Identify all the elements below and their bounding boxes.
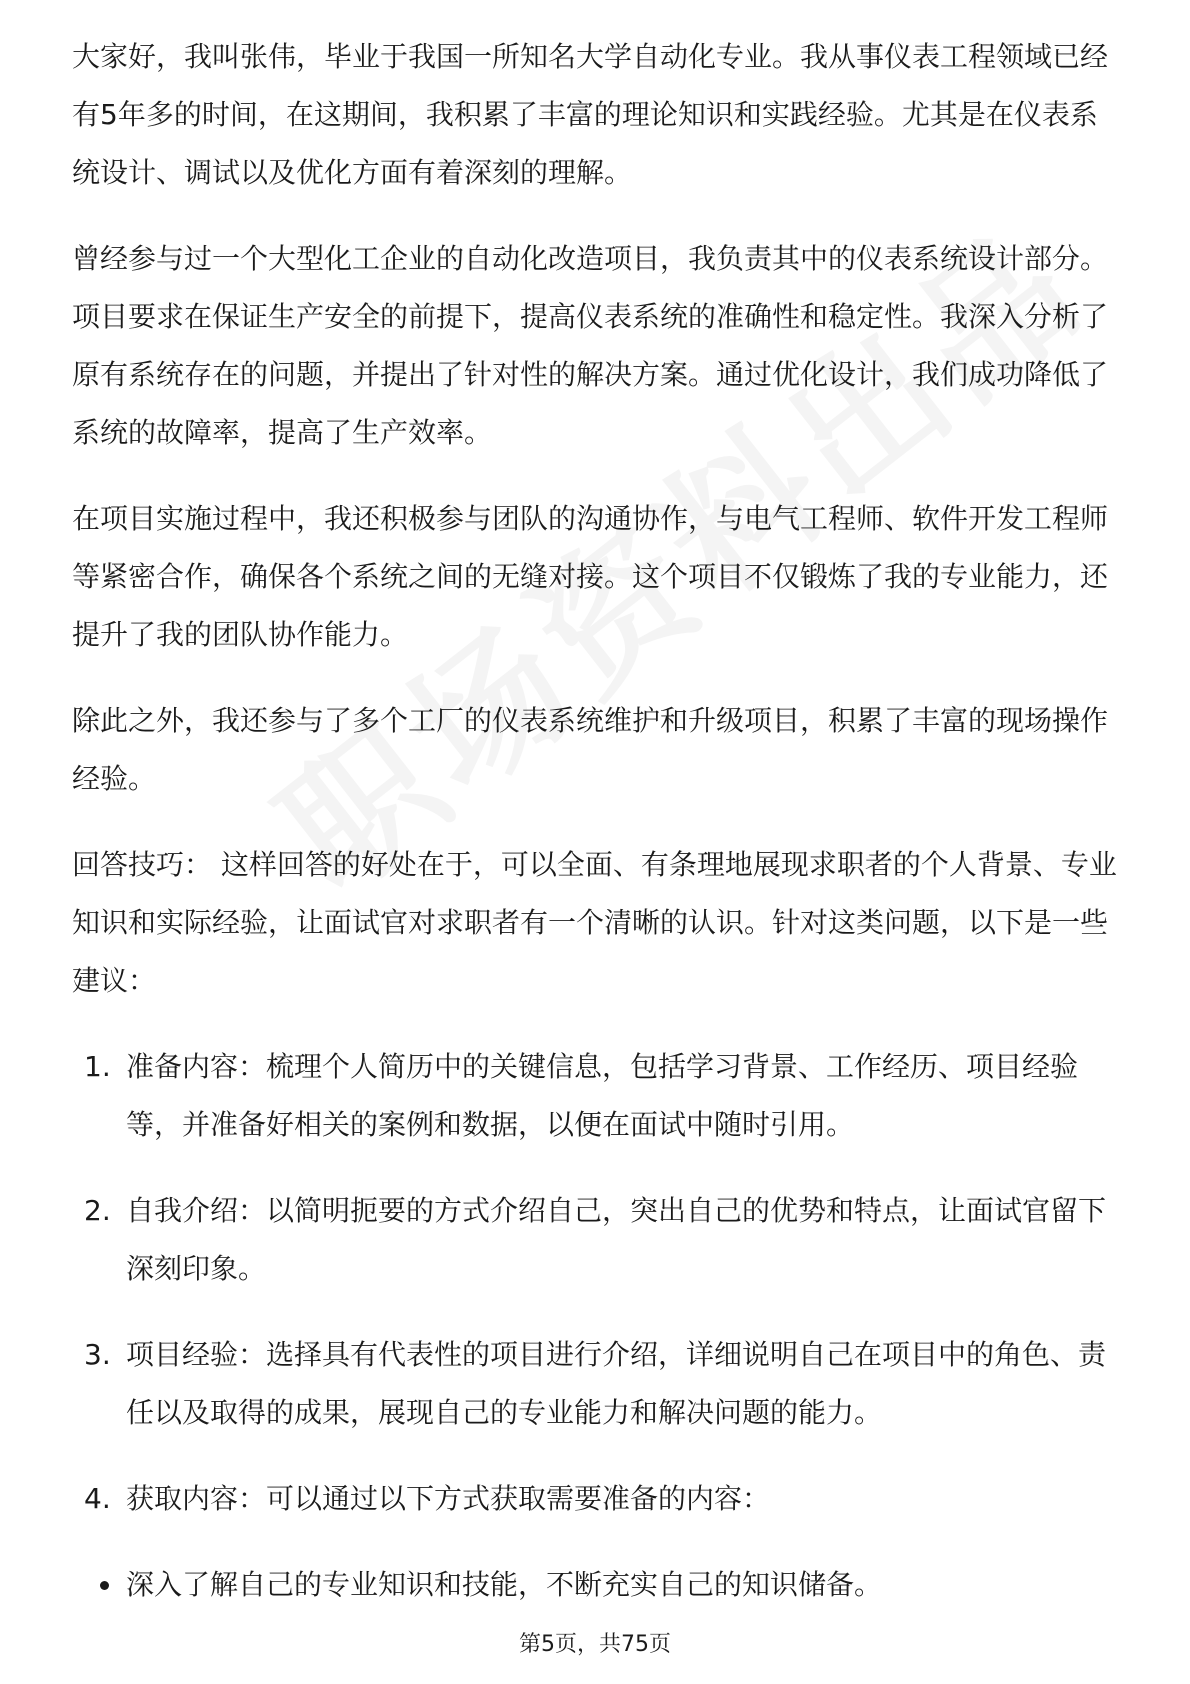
list-item <box>72 1470 1122 1528</box>
tips-list <box>72 1038 1122 1528</box>
bullet-list <box>72 1556 1122 1614</box>
list-item <box>72 1326 1122 1442</box>
page-number: 第5页，共75页 <box>519 1632 671 1657</box>
list-item <box>72 1038 1122 1154</box>
list-item-number: 4. <box>84 1482 111 1515</box>
paragraph-answer-tips: 回答技巧： 这样回答的好处在于，可以全面、有条理地展现求职者的个人背景、专业知识和实际经验，让面试官对求职者有一个清晰的认识。针对这类问题，以下是一些建议： <box>72 848 1117 997</box>
list-item-number: 3. <box>84 1338 111 1371</box>
list-item-text: 自我介绍：以简明扼要的方式介绍自己，突出自己的优势和特点，让面试官留下深刻印象。 <box>126 1194 1107 1285</box>
list-item-number: 2. <box>84 1194 111 1227</box>
document-body <box>72 34 1122 1614</box>
bullet-item <box>72 1556 1122 1614</box>
paragraph-project: 曾经参与过一个大型化工企业的自动化改造项目，我负责其中的仪表系统设计部分。项目要求在保证生产安全的前提下，提高仪表系统的准确性和稳定性。我深入分析了原有系统存在的问题，并提出了针对性的解决方案。通过优化设计，我们成功降低了系统的故障率，提高了生产效率。 <box>72 242 1109 449</box>
paragraph-intro: 大家好，我叫张伟，毕业于我国一所知名大学自动化专业。我从事仪表工程领域已经有5年多的时间，在这期间，我积累了丰富的理论知识和实践经验。尤其是在仪表系统设计、调试以及优化方面有着深刻的理解。 <box>72 40 1109 189</box>
list-item-number: 1. <box>84 1050 111 1083</box>
bullet-dot-icon <box>100 1581 109 1590</box>
list-item-text: 项目经验：选择具有代表性的项目进行介绍，详细说明自己在项目中的角色、责任以及取得的成果，展现自己的专业能力和解决问题的能力。 <box>126 1338 1107 1429</box>
list-item-text: 准备内容：梳理个人简历中的关键信息，包括学习背景、工作经历、项目经验等，并准备好相关的案例和数据，以便在面试中随时引用。 <box>126 1050 1079 1141</box>
list-item-text: 获取内容：可以通过以下方式获取需要准备的内容： <box>126 1482 771 1515</box>
paragraph-teamwork: 在项目实施过程中，我还积极参与团队的沟通协作，与电气工程师、软件开发工程师等紧密合作，确保各个系统之间的无缝对接。这个项目不仅锻炼了我的专业能力，还提升了我的团队协作能力。 <box>72 502 1109 651</box>
paragraph-maintenance: 除此之外，我还参与了多个工厂的仪表系统维护和升级项目，积累了丰富的现场操作经验。 <box>72 704 1109 795</box>
list-item <box>72 1182 1122 1298</box>
bullet-item-text: 深入了解自己的专业知识和技能，不断充实自己的知识储备。 <box>126 1568 883 1601</box>
